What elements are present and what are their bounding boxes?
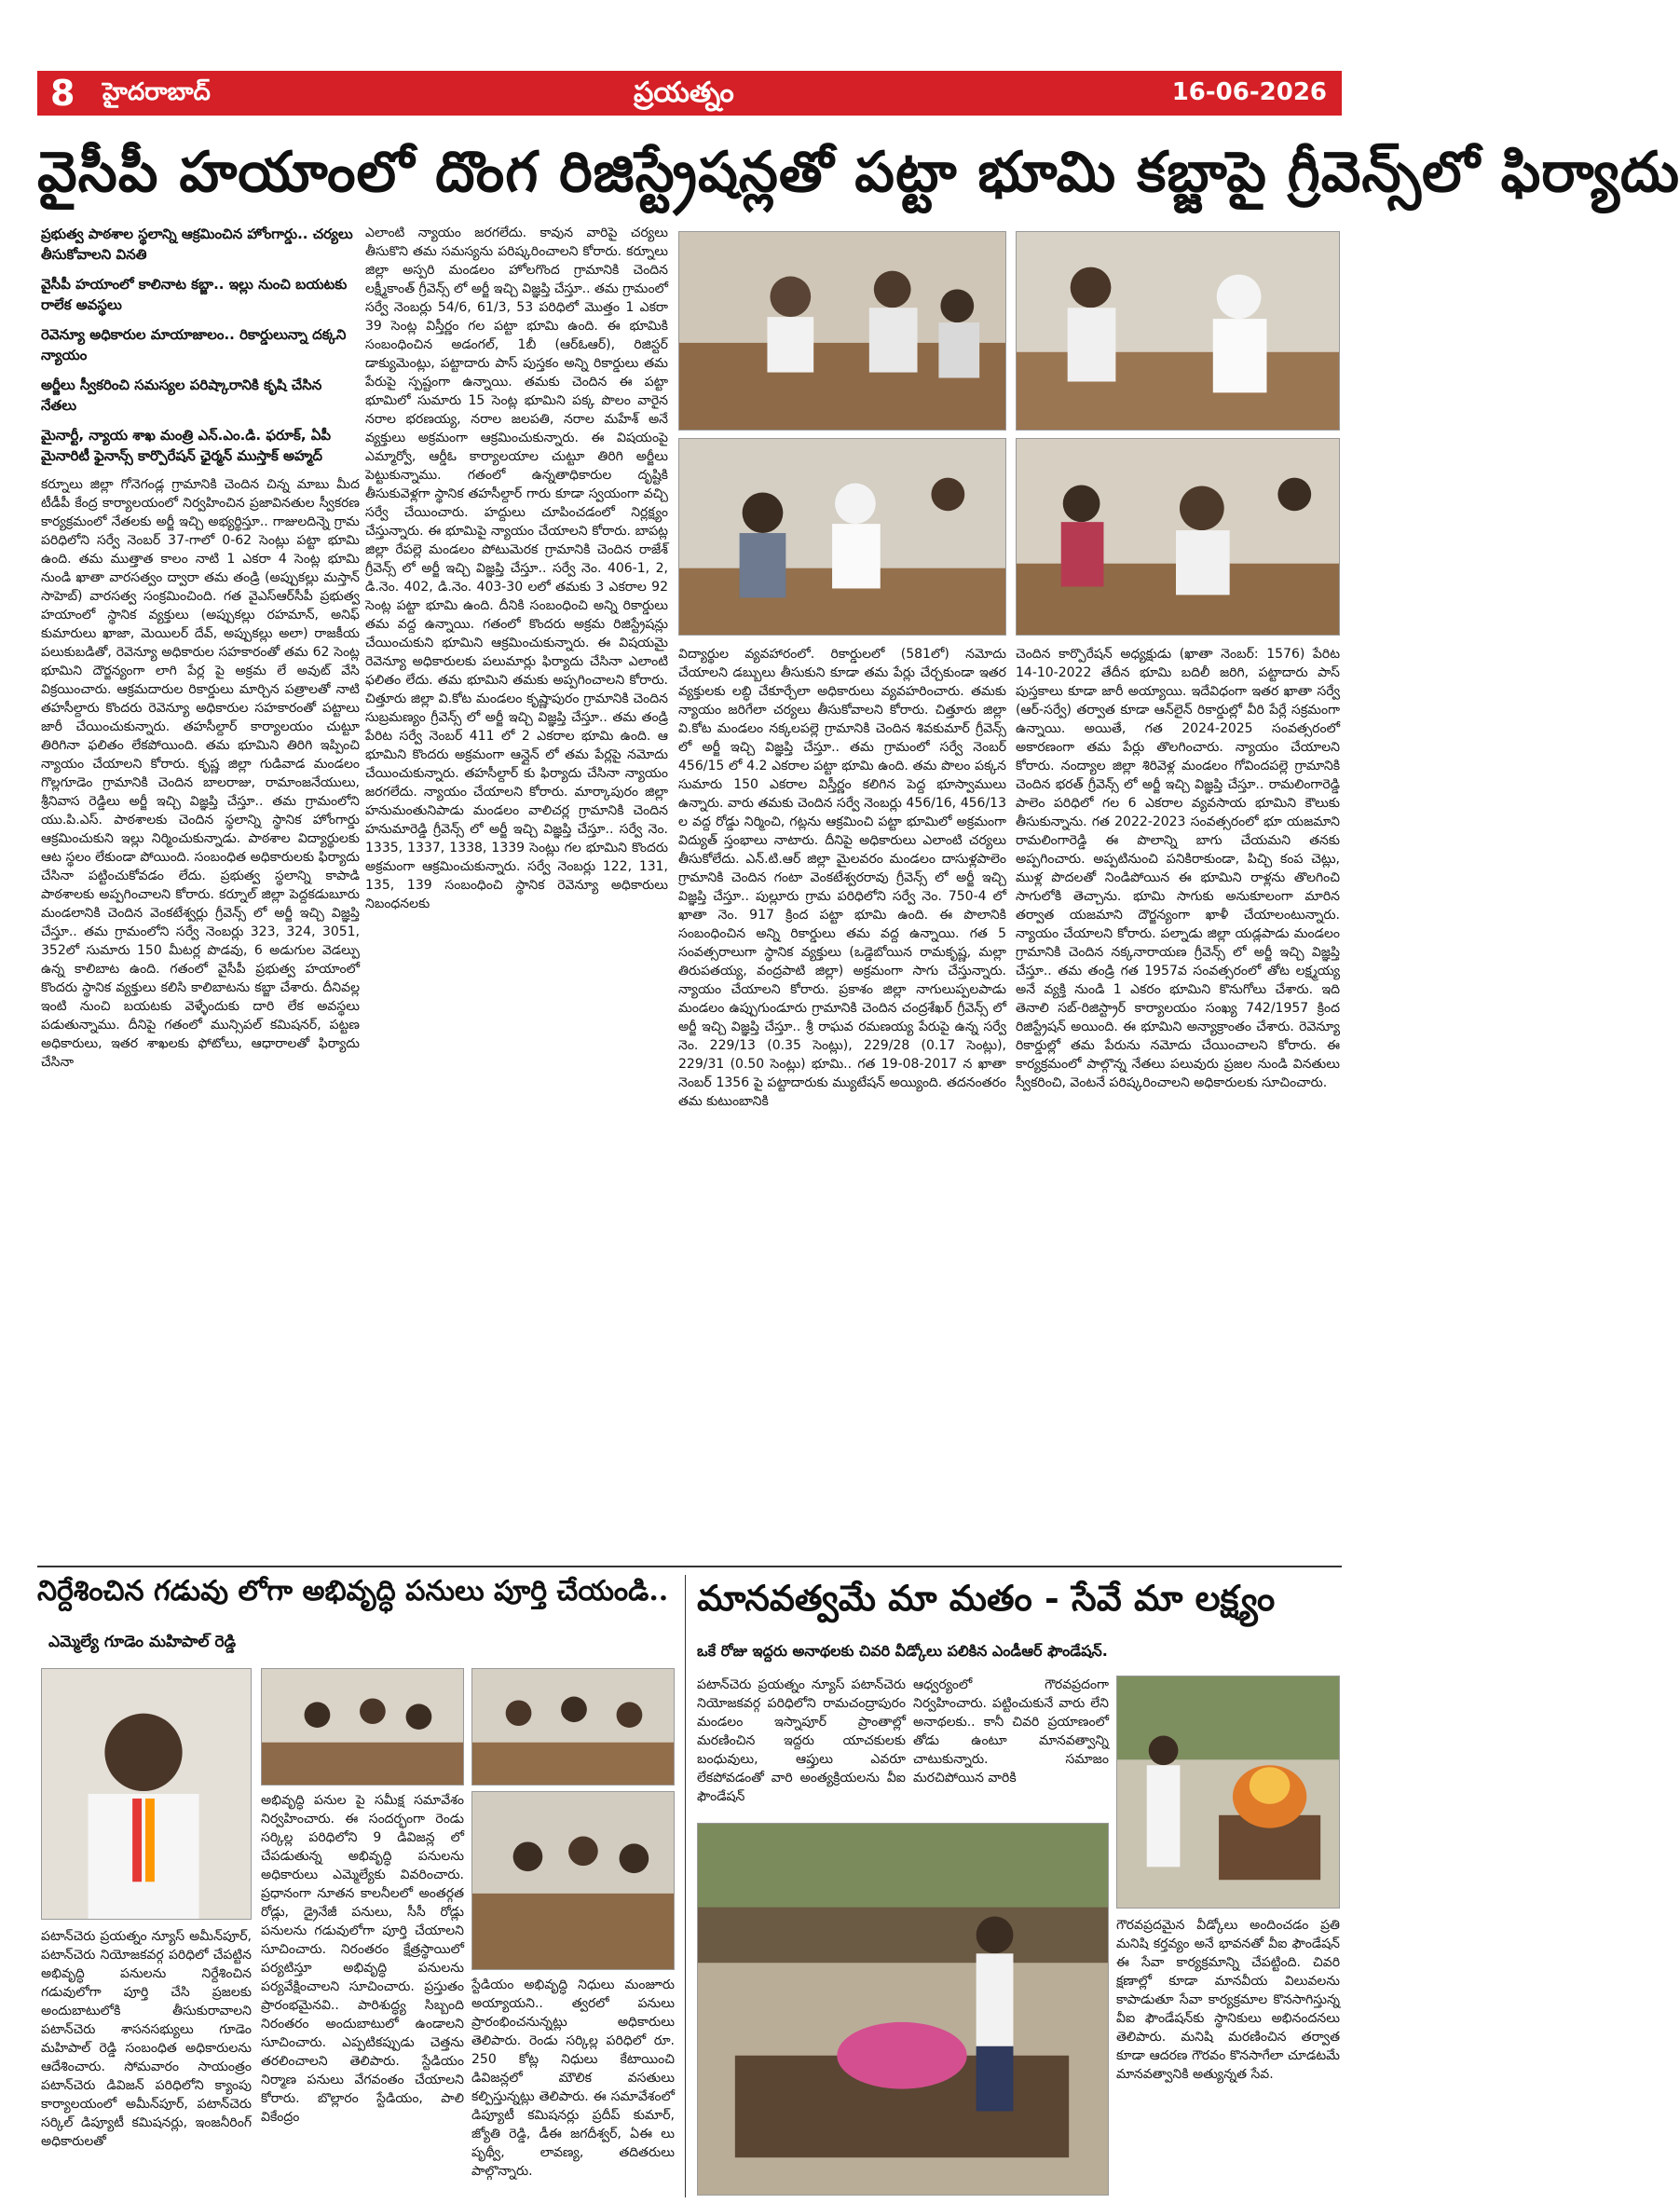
grievance-photo-2 xyxy=(1016,231,1340,431)
issue-date: 16-06-2026 xyxy=(1171,78,1327,106)
page-header-bar xyxy=(37,71,1342,116)
funeral-service-photo-1 xyxy=(697,1823,1109,2196)
main-col-4: చెందిన కార్పొరేషన్ అధ్యక్షుడు (ఖాతా నెంబర్: 1576) పేరిట 14-10-2022 తేదీన భూమి బదిలీ జరిగి, పట్టాదారు పాస్ పుస్తకాలు కూడా జారీ అయ్యాయి. ఇదేవిధంగా ఇతర ఖాతా సర్వే (ఆర్-సర్వే) తర్వాత కూడా ఆన్‌లైన్ రికార్డుల్లో వీరి పేర్లే సక్రమంగా ఉన్నాయి. అయితే, గత 2024-2025 సంవత్సరంలో అకారణంగా తమ పేర్లు తొలగించారు. న్యాయం చేయాలని కోరారు. నంద్యాల జిల్లా శిరివెళ్ల మండలం గోవిందపల్లె గ్రామానికి చెందిన భరత్ గ్రీవెన్స్ లో అర్జీ ఇచ్చి విజ్ఞప్తి చేస్తూ.. రామలింగారెడ్డి పాలెం పరిధిలో గల 6 ఎకరాల వ్యవసాయ భూమిని కౌలుకు తీసుకున్నాను. గత 2022-2023 సంవత్సరంలో భూ యజమాని రామలింగారెడ్డి ఈ పొలాన్ని బాగు చేయమని తనకు అప్పగించారు. అప్పటినుంచి పనికిరాకుండా, పిచ్చి కంప చెట్లు, ముళ్ల పొదలతో నిండిపోయిన ఈ భూమిని రాళ్లను తొలగించి సాగులోకి తెచ్చాను. భూమి సాగుకు అనుకూలంగా మారిన తర్వాత యజమాని దౌర్జన్యంగా ఖాళీ చేయాలంటున్నారు. న్యాయం చేయాలని కోరారు. పల్నాడు జిల్లా యడ్లపాడు మండలం గ్రామానికి చెందిన నక్కనారాయణ గ్రీవెన్స్ లో అర్జీ ఇచ్చి విజ్ఞప్తి చేస్తూ.. తమ తండ్రి గత 1957వ సంవత్సరంలో తోట లక్ష్మయ్య అనే వ్యక్తి నుండి 1 ఎకరం భూమిని కొనుగోలు చేశారు. ఇది తెనాలి సబ్-రిజిస్ట్రార్ కార్యాలయం సంఖ్య 742/1957 క్రింద రిజిస్ట్రేషన్ అయింది. ఈ భూమిని అన్యాక్రాంతం చేశారు. రెవెన్యూ రికార్డుల్లో తమ పేరును నమోదు చేయించాలని కోరారు. ఈ కార్యక్రమంలో పాల్గొన్న నేతలు పలువురు ప్రజల నుండి వినతులు స్వీకరించి, వెంటనే పరిష్కరించాలని అధికారులకు సూచించారు. xyxy=(1016,647,1340,1090)
grievance-photo-3 xyxy=(678,438,1006,636)
story2-col-3: స్టేడియం అభివృద్ధి నిధులు మంజూరు అయ్యాయని.. త్వరలో పనులు ప్రారంభించనున్నట్లు అధికారులు తెలిపారు. రెండు సర్కిల్ల పరిధిలో రూ. 250 కోట్ల నిధులు కేటాయించి డివిజన్లలో మౌలిక వసతులు కల్పిస్తున్నట్లు తెలిపారు. ఈ సమావేశంలో డిప్యూటీ కమిషనర్లు ప్రదీప్ కుమార్, జ్యోతి రెడ్డి, డీఈ జగదీశ్వర్, ఏఈ లు పృథ్వీ, లావణ్య, తదితరులు పాల్గొన్నారు. xyxy=(471,1977,675,2179)
main-col-1-text: కర్నూలు జిల్లా గోనెగండ్ల గ్రామానికి చెందిన చిన్న మాబు మీద టీడీపీ కేంద్ర కార్యాలయంలో నిర్వహించిన ప్రజావినతుల స్వీకరణ కార్యక్రమంలో నేతలకు అర్జీ ఇచ్చి అభ్యర్థిస్తూ.. గాజులదిన్నె గ్రామ పరిధిలోని సర్వే నెంబర్ 37-గాలో 0-62 సెంట్లు పట్టా భూమి ఉంది. తమ ముత్తాత కాలం నాటి 1 ఎకరా 4 సెంట్ల భూమి నుండి ఖాతా వారసత్వం ద్వారా తమ తండ్రి (అప్పుకల్లు మస్తాన్ సాహెబ్) వారసత్వ సంక్రమించింది. గత వైఎస్ఆర్‌సీపీ ప్రభుత్వ హయాంలో స్థానిక వ్యక్తులు (అప్పుకల్లు రహమాన్, అనిఫ్ కుమారులు ఖాజా, మెయిలర్ దేవ్, అప్పుకల్లు అలా) రాజకీయ పలుకుబడితో, రెవెన్యూ అధికారుల సహకారంతో తమ 62 సెంట్ల భూమిని దౌర్జన్యంగా లాగి పేర్ల పై అక్రమ లే అవుట్ వేసి విక్రయించారు. ఆక్రమదారుల రికార్డులు మార్చిన పత్రాలతో నాటి తహసీల్దారు కొందరు రెవెన్యూ అధికారుల సహకారంతో పట్టాలు జారీ చేయించుకున్నారు. తహసీల్దార్ కార్యాలయం చుట్టూ తిరిగినా ఫలితం లేకపోయింది. తమ భూమిని తిరిగి ఇప్పించి న్యాయం చేయాలని కోరారు. కృష్ణ జిల్లా గుడివాడ మండలం గొల్లగూడెం గ్రామానికి చెందిన బాలరాజు, రామాంజనేయులు, శ్రీనివాస రెడ్డిలు అర్జీ ఇచ్చి విజ్ఞప్తి చేస్తూ.. తమ గ్రామంలోని యు.పి.ఎస్. పాఠశాలకు చెందిన స్థలాన్ని స్థానిక హోంగార్డు ఆక్రమించుకుని ఇల్లు నిర్మించుకున్నాడు. పాఠశాల విద్యార్థులకు ఆట స్థలం లేకుండా పోయింది. సంబంధిత అధికారులకు ఫిర్యాదు చేసినా పట్టించుకోవడం లేదు. ప్రభుత్వ స్థలాన్ని కాపాడి పాఠశాలకు అప్పగించాలని కోరారు. కర్నూల్ జిల్లా పెద్దకడుబూరు మండలానికి చెందిన వెంకటేశ్వర్లు గ్రీవెన్స్ లో అర్జీ ఇచ్చి విజ్ఞప్తి చేస్తూ.. తమ గ్రామంలోని సర్వే నెంబర్లు 323, 324, 3051, 352లో సుమారు 150 మీటర్ల పొడవు, 6 అడుగుల వెడల్పు ఉన్న కాలిబాట ఉంది. గతంలో వైసీపీ ప్రభుత్వ హయాంలో కొందరు స్థానిక వ్యక్తులు కలిసి కాలిబాటను కబ్జా చేశారు. దీనివల్ల ఇంటి నుంచి బయటకు వెళ్ళేందుకు దారి లేక అవస్థలు పడుతున్నాము. దీనిపై గతంలో మున్సిపల్ కమిషనర్, పట్టణ అధికారులు, ఇతర శాఖలకు ఫోటోలు, ఆధారాలతో ఫిర్యాదు చేసినా xyxy=(41,477,360,1070)
story3-col-2: ఆధ్వర్యంలో గౌరవప్రదంగా నిర్వహించారు. పట్టించుకునే వారు లేని అనాథలకు.. కానీ చివరి ప్రయాణంలో తోడు ఉంటూ మానవత్వాన్ని చాటుకున్నారు. సమాజం మరచిపోయిన వారికి xyxy=(913,1677,1109,1786)
section-city: హైదరాబాద్ xyxy=(102,78,211,106)
review-meeting-photo-2 xyxy=(471,1668,675,1786)
story3-headline: మానవత్వమే మా మతం - సేవే మా లక్ష్యం xyxy=(697,1577,1276,1619)
grievance-photo-1 xyxy=(678,231,1006,431)
story2-byline: ఎమ్మెల్యే గూడెం మహిపాల్ రెడ్డి xyxy=(48,1633,237,1651)
story2-headline: నిర్దేశించిన గడువు లోగా అభివృద్ధి పనులు పూర్తి చేయండి.. xyxy=(37,1575,669,1608)
mla-portrait-photo xyxy=(41,1668,252,1920)
review-meeting-photo-1 xyxy=(261,1668,464,1786)
summary-line: ప్రభుత్వ పాఠశాల స్థలాన్ని ఆక్రమించిన హోంగార్డు.. చర్యలు తీసుకోవాలని వినతి xyxy=(41,226,353,263)
main-col-3: విద్యార్థుల వ్యవహారంలో. రికార్డులలో (581లో) నమోదు చేయాలని డబ్బులు తీసుకుని కూడా తమ పేర్లు చేర్చకుండా ఇతర వ్యక్తులకు లబ్ధి చేకూర్చేలా అధికారులు వ్యవహరించారు. తమకు న్యాయం జరిగేలా చర్యలు తీసుకోవాలని కోరారు. చిత్తూరు జిల్లా వి.కోట మండలం నక్కలపల్లె గ్రామానికి చెందిన శివకుమార్ గ్రీవెన్స్ లో అర్జీ ఇచ్చి విజ్ఞప్తి చేస్తూ.. తమ గ్రామంలో సర్వే నెంబర్ 456/15 లో 4.2 ఎకరాల పట్టా భూమి ఉంది. తమ పొలం పక్కన సుమారు 150 ఎకరాల విస్తీర్ణం కలిగిన పెద్ద భూస్వాములు ఉన్నారు. వారు తమకు చెందిన సర్వే నెంబర్లు 456/16, 456/13 ల వద్ద రోడ్డు నిర్మించి, గట్లను ఆక్రమించి పట్టా భూమిలో అక్రమంగా విద్యుత్ స్తంభాలు నాటారు. దీనిపై అధికారులు ఎలాంటి చర్యలు తీసుకోలేదు. ఎన్.టి.ఆర్ జిల్లా మైలవరం మండలం దాసుళ్లపాలెం గ్రామానికి చెందిన గంటా వెంకటేశ్వరరావు గ్రీవెన్స్ లో అర్జీ ఇచ్చి విజ్ఞప్తి చేస్తూ.. పుల్లూరు గ్రామ పరిధిలోని సర్వే నెం. 750-4 లో ఖాతా నెం. 917 క్రింద పట్టా భూమి ఉంది. ఈ పొలానికి సంబంధించిన అన్ని రికార్డులు తమ వద్ద ఉన్నాయి. గత 5 సంవత్సరాలుగా స్థానిక వ్యక్తులు (ఒడ్డెబోయిన రామకృష్ణ, మల్లా తిరుపతయ్య, వంద్రపాటి జిల్లా) అక్రమంగా సాగు చేస్తున్నారు. న్యాయం చేయాలని కోరారు. ప్రకాశం జిల్లా నాగులుప్పలపాడు మండలం ఉప్పుగుండూరు గ్రామానికి చెందిన చంద్రశేఖర్ గ్రీవెన్స్ లో అర్జీ ఇచ్చి విజ్ఞప్తి చేస్తూ.. శ్రీ రాఘవ రమణయ్య పేరుపై ఉన్న సర్వే నెం. 229/13 (0.35 సెంట్లు), 229/28 (0.17 సెంట్లు), 229/31 (0.50 సెంట్లు) భూమి.. గత 19-08-2017 న ఖాతా నెంబర్ 1356 పై పట్టాదారుకు మ్యుటేషన్ అయ్యింది. తదనంతరం తమ కుటుంబానికి xyxy=(678,647,1006,1109)
story2-col-1: పటాన్‌చెరు ప్రయత్నం న్యూస్ అమీన్‌పూర్, పటాన్‌చెరు నియోజకవర్గ పరిధిలో చేపట్టిన అభివృద్ధి పనులను నిర్దేశించిన గడువులోగా పూర్తి చేసి ప్రజలకు అందుబాటులోకి తీసుకురావాలని పటాన్‌చెరు శాసనసభ్యులు గూడెం మహిపాల్ రెడ్డి సంబంధిత అధికారులను ఆదేశించారు. సోమవారం సాయంత్రం పటాన్‌చెరు డివిజన్ పరిధిలోని క్యాంపు కార్యాలయంలో అమీన్‌పూర్, పటాన్‌చెరు సర్కిల్ డిప్యూటీ కమిషనర్లు, ఇంజనీరింగ్ అధికారులతో xyxy=(41,1929,252,2149)
story3-col-3: గౌరవప్రదమైన వీడ్కోలు అందించడం ప్రతి మనిషి కర్తవ్యం అనే భావనతో వీఐ ఫౌండేషన్ ఈ సేవా కార్యక్రమాన్ని చేపట్టింది. చివరి క్షణాల్లో కూడా మానవీయ విలువలను కాపాడుతూ సేవా కార్యక్రమాల కొనసాగిస్తున్న వీఐ ఫౌండేషన్‌కు స్థానికులు అభినందనలు తెలిపారు. మనిషి మరణించిన తర్వాత కూడా ఆదరణ గౌరవం కొనసాగేలా చూడటమే మానవత్వానికి అత్యున్నత సేవ. xyxy=(1116,1918,1340,2082)
story2-col-2: అభివృద్ధి పనుల పై సమీక్ష సమావేశం నిర్వహించారు. ఈ సందర్భంగా రెండు సర్కిల్ల పరిధిలోని 9 డివిజన్ల లో చేపడుతున్న అభివృద్ధి పనులను అధికారులు ఎమ్మెల్యేకు వివరించారు. ప్రధానంగా నూతన కాలనీలలో అంతర్గత రోడ్లు, డ్రైనేజీ పనులు, సీసీ రోడ్లు పనులను గడువులోగా పూర్తి చేయాలని సూచించారు. నిరంతరం క్షేత్రస్థాయిలో పర్యటిస్తూ అభివృద్ధి పనులను పర్యవేక్షించాలని సూచించారు. ప్రస్తుతం ప్రారంభమైనవి.. పారిశుద్ధ్య సిబ్బంది నిరంతరం అందుబాటులో ఉండాలని సూచించారు. ఎప్పటికప్పుడు చెత్తను తరలించాలని తెలిపారు. స్టేడియం నిర్మాణ పనులు వేగవంతం చేయాలని కోరారు. బొల్లారం స్టేడియం, పాలి వికేంద్రం xyxy=(261,1793,464,2125)
masthead: ప్రయత్నం xyxy=(634,76,734,109)
story3-subheadline: ఒకే రోజు ఇద్దరు అనాథలకు చివరి వీడ్కోలు పలికిన ఎండీఆర్ ఫౌండేషన్. xyxy=(697,1642,1108,1660)
funeral-service-photo-2 xyxy=(1116,1676,1340,1909)
column-divider xyxy=(685,1575,686,2197)
main-headline: వైసీపీ హయాంలో దొంగ రిజిస్ట్రేషన్లతో పట్టా భూమి కబ్జాపై గ్రీవెన్స్‌లో ఫిర్యాదు xyxy=(37,140,1680,205)
story-summary xyxy=(41,224,360,466)
page-number: 8 xyxy=(50,73,75,114)
main-col-1 xyxy=(41,224,360,1556)
review-meeting-photo-3 xyxy=(471,1791,675,1970)
main-col-2: ఎలాంటి న్యాయం జరగలేదు. కావున వారిపై చర్యలు తీసుకొని తమ సమస్యను పరిష్కరించాలని కోరారు. కర్నూలు జిల్లా అస్పరి మండలం హోలగొంద గ్రామానికి చెందిన లక్ష్మీకాంత్ గ్రీవెన్స్ లో అర్జీ ఇచ్చి విజ్ఞప్తి చేస్తూ.. తమ గ్రామంలో సర్వే నెంబర్లు 54/6, 61/3, 53 పరిధిలో మొత్తం 1 ఎకరా 39 సెంట్ల విస్తీర్ణం గల పట్టా భూమి ఉంది. ఈ భూమికి సంబంధించిన అడంగల్, 1బీ (ఆర్ఓఆర్), రిజిస్టర్ డాక్యుమెంట్లు, పట్టాదారు పాస్ పుస్తకం అన్ని రికార్డులు తమ పేరుపై స్పష్టంగా ఉన్నాయి. తమకు చెందిన ఈ పట్టా భూమిలో సుమారు 15 సెంట్ల భూమిని పక్క పొలం వారైన నరాల భరణయ్య, నరాల జలపతి, నరాల మహేశ్ అనే వ్యక్తులు అక్రమంగా ఆక్రమించుకున్నారు. ఈ విషయంపై ఎమ్మార్వో, ఆర్డీఓ కార్యాలయాల చుట్టూ తిరిగి అర్జీలు పెట్టుకున్నాము. గతంలో ఉన్నతాధికారుల దృష్టికి తీసుకువెళ్లగా స్థానిక తహసీల్దార్ గారు కూడా స్వయంగా వచ్చి సర్వే చేయించారు. హద్దులు చూపించడంలో నిర్లక్ష్యం చేస్తున్నారు. ఈ భూమిపై న్యాయం చేయాలని కోరారు. బాపట్ల జిల్లా రేపల్లె మండలం పోటుమెరక గ్రామానికి చెందిన రాజేశ్ గ్రీవెన్స్ లో అర్జీ ఇచ్చి విజ్ఞప్తి చేస్తూ.. సర్వే నెం. 406-1, 2, డి.నెం. 402, డి.నెం. 403-30 లలో తమకు 3 ఎకరాల 92 సెంట్ల పట్టా భూమి ఉంది. దీనికి సంబంధించి అన్ని రికార్డులు తమ వద్ద ఉన్నాయి. గతంలో కొందరు అక్రమ రిజిస్ట్రేషన్లు చేయించుకుని భూమిని ఆక్రమించుకున్నారు. ఈ విషయమై రెవెన్యూ అధికారులకు పలుమార్లు ఫిర్యాదు చేసినా ఎలాంటి ఫలితం లేదు. తమ భూమిని తమకు అప్పగించాలని కోరారు. చిత్తూరు జిల్లా వి.కోట మండలం కృష్ణాపురం గ్రామానికి చెందిన సుబ్రమణ్యం గ్రీవెన్స్ లో అర్జీ ఇచ్చి విజ్ఞప్తి చేస్తూ.. తమ తండ్రి పేరిట సర్వే నెంబర్ 411 లో 2 ఎకరాల భూమి ఉంది. ఆ భూమిని కొందరు అక్రమంగా ఆన్లైన్ లో తమ పేర్లపై నమోదు చేయించుకున్నారు. తహసీల్దార్ కు ఫిర్యాదు చేసినా న్యాయం జరగలేదు. న్యాయం చేయాలని కోరారు. మార్కాపురం జిల్లా హనుమంతునిపాడు మండలం వాలిచర్ల గ్రామానికి చెందిన హనుమారెడ్డి గ్రీవెన్స్ లో అర్జీ ఇచ్చి విజ్ఞప్తి చేస్తూ.. సర్వే నెం. 1335, 1337, 1338, 1339 సెంట్లు గల భూమిని కొందరు అక్రమంగా ఆక్రమించుకున్నారు. సర్వే నెంబర్లు 122, 131, 135, 139 సంబంధించి స్థానిక రెవెన్యూ అధికారులు నిబంధనలకు xyxy=(365,226,668,911)
grievance-photo-4 xyxy=(1016,438,1340,636)
section-divider xyxy=(37,1566,1342,1567)
story3-col-1: పటాన్‌చెరు ప్రయత్నం న్యూస్ పటాన్‌చెరు నియోజకవర్గ పరిధిలోని రామచంద్రాపురం మండలం ఇస్నాపూర్ ప్రాంతాల్లో మరణించిన ఇద్దరు యాచకులకు బంధువులు, ఆప్తులు ఎవరూ లేకపోవడంతో వారి అంత్యక్రియలను వీఐ ఫౌండేషన్ xyxy=(697,1677,906,1804)
summary-line: అర్జీలు స్వీకరించి సమస్యల పరిష్కారానికి కృషి చేసిన నేతలు xyxy=(41,376,322,414)
summary-line: మైనార్టీ, న్యాయ శాఖ మంత్రి ఎన్.ఎం.డి. ఫరూక్, ఏపీ మైనారిటీ ఫైనాన్స్ కార్పొరేషన్ ఛైర్మన్ ముస్తాక్ అహ్మద్ xyxy=(41,427,332,464)
summary-line: వైసీపీ హయాంలో కాలినాట కబ్జా.. ఇల్లు నుంచి బయటకు రాలేక అవస్థలు xyxy=(41,276,348,313)
summary-line: రెవెన్యూ అధికారుల మాయాజాలం.. రికార్డులున్నా దక్కని న్యాయం xyxy=(41,326,347,363)
